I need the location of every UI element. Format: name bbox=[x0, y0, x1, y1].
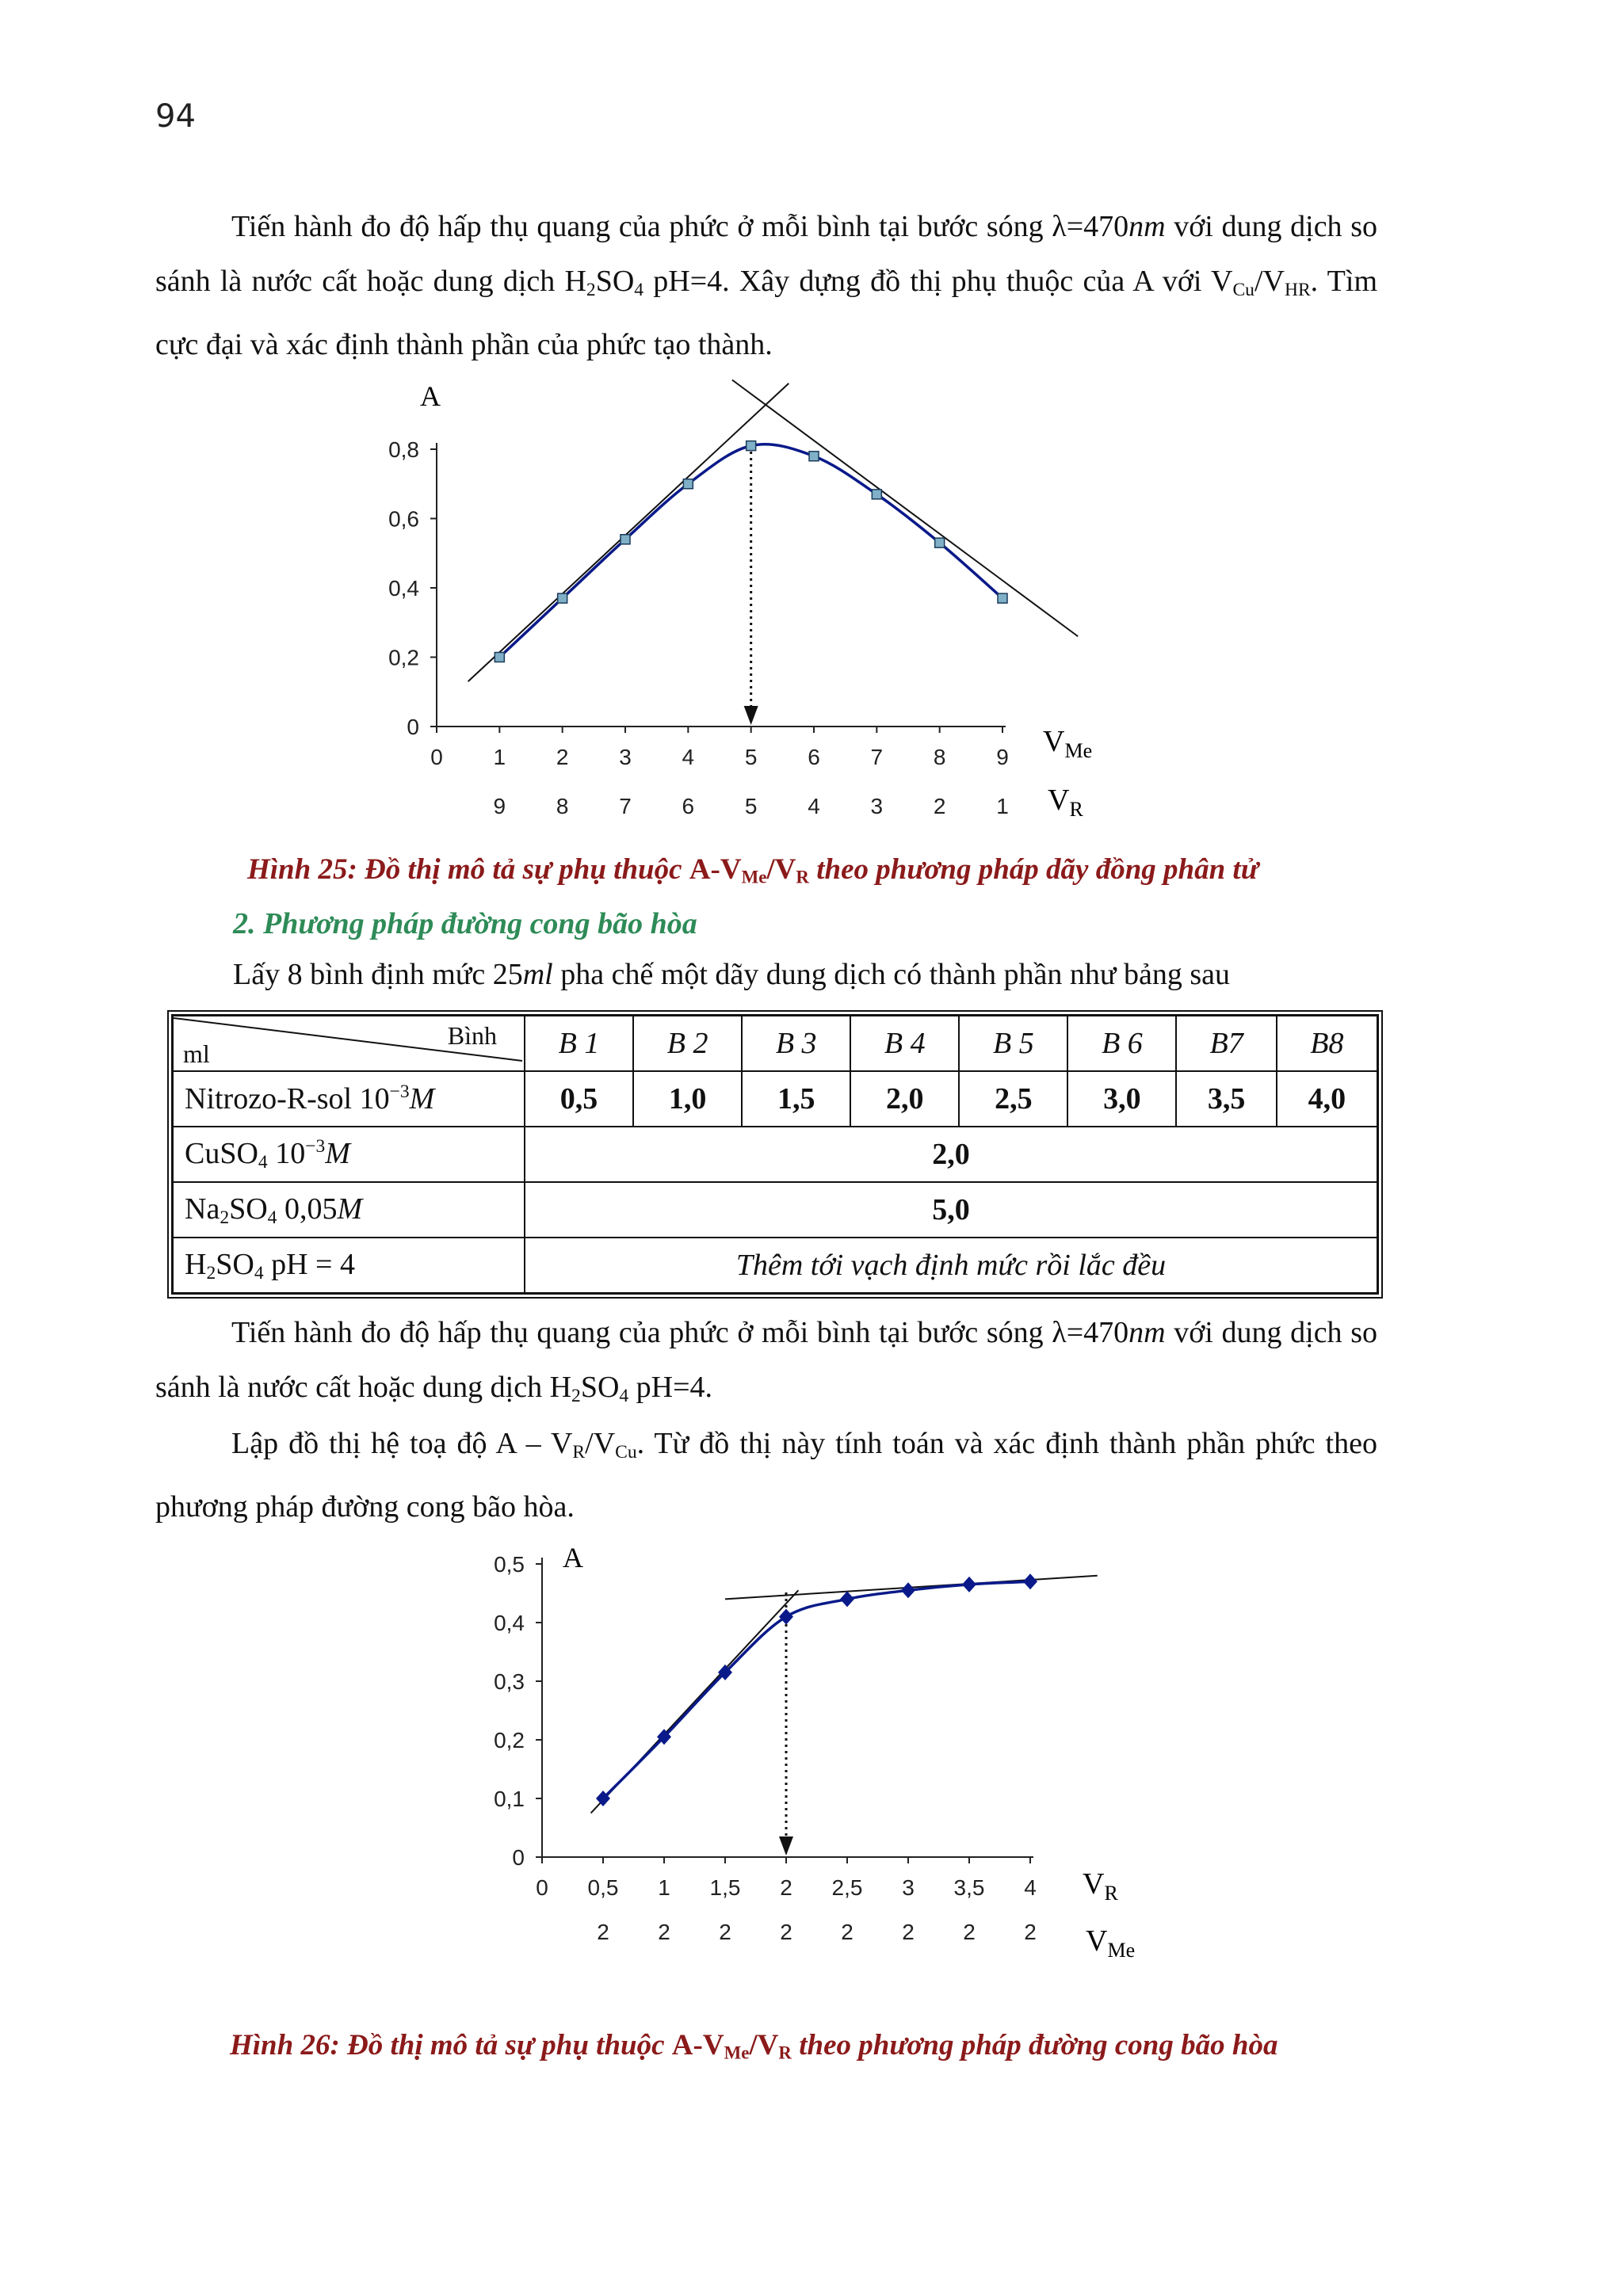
table-header-row bbox=[173, 1016, 1378, 1072]
x2-tick-label: 2 bbox=[780, 1920, 792, 1944]
data-point bbox=[747, 441, 756, 451]
data-point bbox=[998, 593, 1007, 603]
x-tick-label: 4 bbox=[682, 745, 695, 769]
chart1-x-axis-label: $V_{Me}$ bbox=[1043, 725, 1093, 762]
arrow-head-icon bbox=[779, 1836, 793, 1855]
row-label-na2so4: $Na_2SO_4$ 0,05M bbox=[173, 1182, 525, 1238]
paragraph-plot-instructions: Lập đồ thị hệ toạ độ A – $V_R/V_{Cu}$. Từ đồ thị này tính toán và xác định thành phần phức theo phương pháp đường cong bão hòa. bbox=[155, 1427, 1377, 1524]
data-point bbox=[901, 1582, 915, 1598]
x2-tick-label: 8 bbox=[556, 794, 569, 818]
x2-tick-label: 4 bbox=[808, 794, 820, 818]
section-heading: 2. Phương pháp đường cong bão hòa bbox=[233, 907, 697, 940]
x-tick-label: 0 bbox=[536, 1875, 548, 1900]
x2-tick-label: 2 bbox=[719, 1920, 731, 1944]
x2-tick-label: 9 bbox=[493, 794, 506, 818]
table-header: B 4 bbox=[850, 1016, 959, 1072]
page-number: 94 bbox=[155, 98, 196, 135]
table-header: B 5 bbox=[959, 1016, 1067, 1072]
data-point bbox=[558, 593, 567, 603]
table-header: B 2 bbox=[633, 1016, 742, 1072]
paragraph-measurement: Tiến hành đo độ hấp thụ quang của phức ở mỗi bình tại bước sóng λ=470nm với dung dịch so sánh là nước cất hoặc dung dịch $H_2SO_4$ pH=4. bbox=[155, 1316, 1377, 1406]
x-tick-label: 1,5 bbox=[709, 1875, 741, 1900]
tangent-line bbox=[732, 380, 1078, 637]
table-header: B 6 bbox=[1067, 1016, 1176, 1072]
y-tick-label: 0,2 bbox=[494, 1728, 525, 1753]
paragraph-intro: Tiến hành đo độ hấp thụ quang của phức ở mỗi bình tại bước sóng λ=470nm với dung dịch so sánh là nước cất hoặc dung dịch $H_2SO_4$ pH=4. Xây dựng đồ thị phụ thuộc của A với $V_{Cu}/V_{HR}$. Tìm cực đại và xác định thành phần của phức tạo thành. bbox=[155, 210, 1377, 361]
solution-composition-table bbox=[171, 1014, 1379, 1295]
x2-tick-label: 3 bbox=[870, 794, 884, 818]
x-tick-label: 2 bbox=[780, 1875, 792, 1900]
table-cell: 5,0 bbox=[525, 1182, 1378, 1238]
y-tick-label: 0,5 bbox=[494, 1552, 525, 1577]
table-row bbox=[173, 1182, 1378, 1238]
y-tick-label: 0 bbox=[407, 715, 419, 739]
table-cell: 2,0 bbox=[850, 1071, 959, 1127]
y-tick-label: 0,3 bbox=[494, 1669, 525, 1694]
y-tick-label: 0,1 bbox=[494, 1787, 525, 1811]
data-point bbox=[779, 1609, 793, 1625]
x2-tick-label: 2 bbox=[597, 1920, 609, 1944]
x-tick-label: 3,5 bbox=[953, 1875, 985, 1900]
series-line bbox=[603, 1581, 1030, 1798]
chart1-y-axis-label: A bbox=[420, 380, 441, 412]
table-header: B7 bbox=[1176, 1016, 1276, 1072]
chart2-x-axis-label: $V_R$ bbox=[1083, 1867, 1118, 1905]
table-row bbox=[173, 1127, 1378, 1182]
x-tick-label: 1 bbox=[493, 745, 506, 769]
x-tick-label: 2 bbox=[556, 745, 569, 769]
y-tick-label: 0,4 bbox=[494, 1611, 525, 1635]
x2-tick-label: 1 bbox=[996, 794, 1009, 818]
x-tick-label: 1 bbox=[658, 1875, 670, 1900]
tangent-line bbox=[468, 383, 789, 681]
data-point bbox=[962, 1577, 976, 1592]
row-label-cuso4: CuSO$_4$ $10^{-3}M$ bbox=[173, 1127, 525, 1182]
x-tick-label: 8 bbox=[933, 745, 946, 769]
table-header: B 1 bbox=[525, 1016, 633, 1072]
table-cell: 1,5 bbox=[742, 1071, 850, 1127]
x2-tick-label: 2 bbox=[841, 1920, 854, 1944]
figure-caption-26: Hình 26: Đồ thị mô tả sự phụ thuộc $A-V_{Me}/V_R$ theo phương pháp đường cong bão hòa bbox=[230, 2029, 1278, 2063]
data-point bbox=[872, 490, 881, 499]
table-header: B 3 bbox=[742, 1016, 850, 1072]
x-tick-label: 4 bbox=[1024, 1875, 1037, 1900]
table-cell: Thêm tới vạch định mức rồi lắc đều bbox=[525, 1238, 1378, 1294]
corner-label-bottom: ml bbox=[183, 1039, 210, 1068]
x2-tick-label: 2 bbox=[658, 1920, 670, 1944]
paragraph-table-intro: Lấy 8 bình định mức 25ml pha chế một dãy dung dịch có thành phần như bảng sau bbox=[233, 958, 1230, 991]
x-tick-label: 9 bbox=[996, 745, 1009, 769]
x2-tick-label: 5 bbox=[744, 794, 758, 818]
x-tick-label: 0 bbox=[430, 745, 443, 769]
table-cell: 3,0 bbox=[1067, 1071, 1176, 1127]
x2-tick-label: 2 bbox=[933, 794, 946, 818]
corner-label-top: Bình bbox=[447, 1021, 497, 1050]
y-tick-label: 0,6 bbox=[388, 506, 419, 532]
series-line bbox=[499, 444, 1002, 658]
table-cell: 2,0 bbox=[525, 1127, 1378, 1182]
chart2-x2-axis-label: $V_{Me}$ bbox=[1086, 1924, 1136, 1962]
table-row bbox=[173, 1071, 1378, 1127]
table-header: B8 bbox=[1277, 1016, 1378, 1072]
table-cell: 3,5 bbox=[1176, 1071, 1276, 1127]
x2-tick-label: 7 bbox=[619, 794, 632, 818]
y-tick-label: 0,8 bbox=[388, 437, 419, 462]
chart2-y-axis-label: A bbox=[563, 1542, 583, 1573]
x-tick-label: 5 bbox=[744, 745, 758, 769]
row-label-h2so4: $H_2SO_4$ pH = 4 bbox=[173, 1238, 525, 1294]
data-point bbox=[495, 653, 504, 662]
data-point bbox=[1023, 1573, 1037, 1589]
data-point bbox=[683, 479, 693, 489]
x-tick-label: 2,5 bbox=[831, 1875, 863, 1900]
data-point bbox=[840, 1591, 854, 1607]
y-tick-label: 0 bbox=[512, 1845, 525, 1870]
x2-tick-label: 6 bbox=[682, 794, 695, 818]
table-row bbox=[173, 1238, 1378, 1294]
x2-tick-label: 2 bbox=[1024, 1920, 1037, 1944]
data-point bbox=[935, 538, 945, 547]
x-tick-label: 3 bbox=[902, 1875, 915, 1900]
figure-caption-25: Hình 25: Đồ thị mô tả sự phụ thuộc $A-V_{Me}/V_R$ theo phương pháp dãy đồng phân tử bbox=[247, 853, 1258, 887]
data-point bbox=[809, 452, 819, 461]
x-tick-label: 7 bbox=[870, 745, 884, 769]
arrow-head-icon bbox=[744, 706, 758, 725]
x-tick-label: 6 bbox=[808, 745, 820, 769]
x2-tick-label: 2 bbox=[963, 1920, 976, 1944]
y-tick-label: 0,2 bbox=[388, 645, 419, 670]
chart1-x2-axis-label: $V_R$ bbox=[1048, 784, 1083, 821]
x2-tick-label: 2 bbox=[902, 1920, 915, 1944]
table-cell: 4,0 bbox=[1277, 1071, 1378, 1127]
table-cell: 0,5 bbox=[525, 1071, 633, 1127]
table-cell: 1,0 bbox=[633, 1071, 742, 1127]
table-corner-cell bbox=[173, 1016, 525, 1072]
x-tick-label: 3 bbox=[619, 745, 632, 769]
y-tick-label: 0,4 bbox=[388, 576, 419, 601]
row-label-nitrozo: Nitrozo-R-sol $10^{-3}M$ bbox=[173, 1071, 525, 1127]
table-cell: 2,5 bbox=[959, 1071, 1067, 1127]
data-point bbox=[621, 535, 630, 544]
x-tick-label: 0,5 bbox=[587, 1875, 619, 1900]
